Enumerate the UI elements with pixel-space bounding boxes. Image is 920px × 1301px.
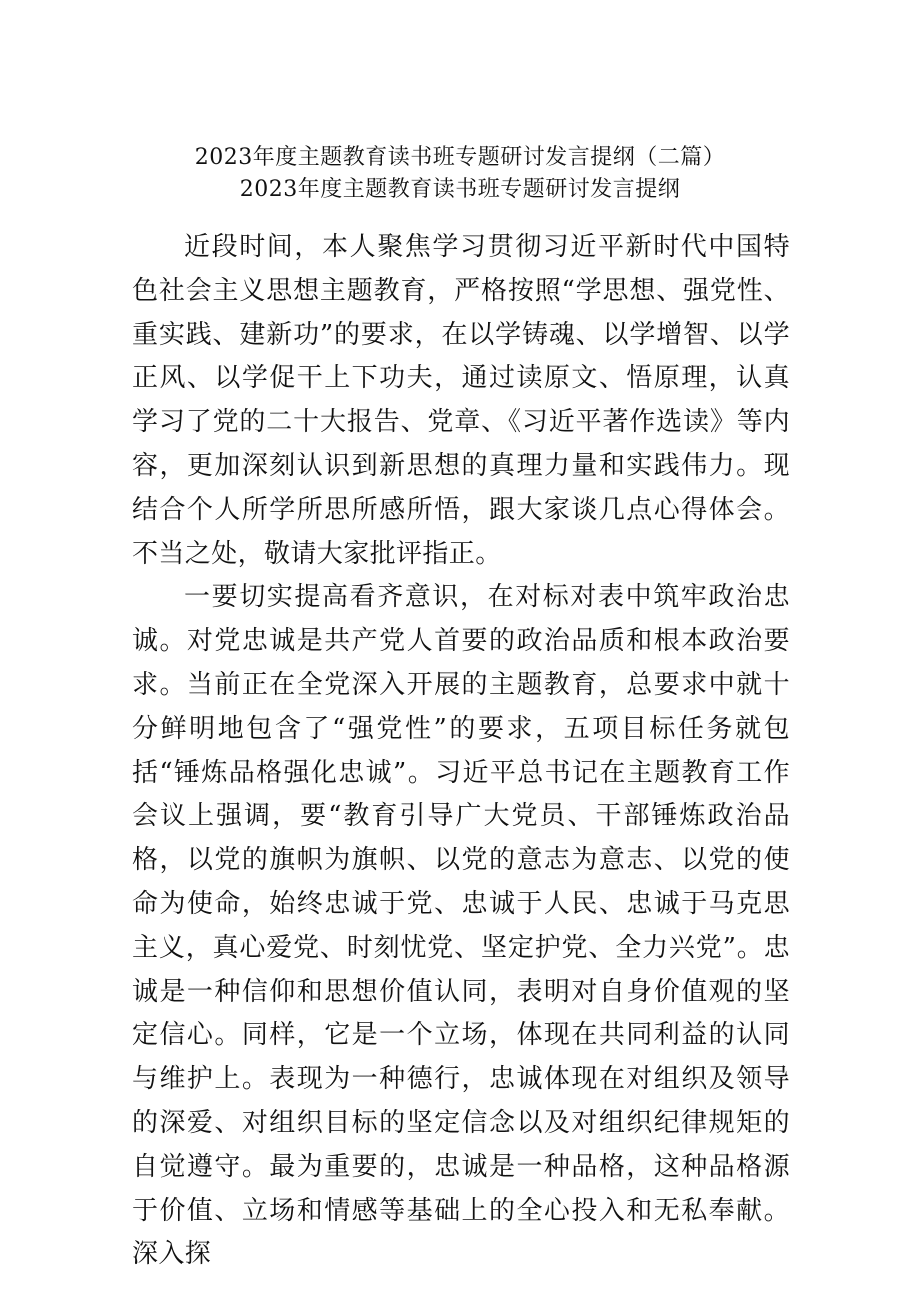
document-body <box>132 226 790 1277</box>
main-title: 2023年度主题教育读书班专题研讨发言提纲（二篇） <box>194 145 726 170</box>
paragraph-point-one: 一要切实提高看齐意识，在对标对表中筑牢政治忠诚。对党忠诚是共产党人首要的政治品质和根本政治要求。当前正在全党深入开展的主题教育，总要求中就十分鲜明地包含了“强党性”的要求，五项目标任务就包括“锤炼品格强化忠诚”。习近平总书记在主题教育工作会议上强调，要“教育引导广大党员、干部锤炼政治品格，以党的旗帜为旗帜、以党的意志为意志、以党的使命为使命，始终忠诚于党、忠诚于人民、忠诚于马克思主义，真心爱党、时刻忧党、坚定护党、全力兴党”。忠诚是一种信仰和思想价值认同，表明对自身价值观的坚定信心。同样，它是一个立场，体现在共同利益的认同与维护上。表现为一种德行，忠诚体现在对组织及领导的深爱、对组织目标的坚定信念以及对组织纪律规矩的自觉遵守。最为重要的，忠诚是一种品格，这种品格源于价值、立场和情感等基础上的全心投入和无私奉献。深入探 <box>132 582 790 1270</box>
sub-title: 2023年度主题教育读书班专题研讨发言提纲 <box>239 177 681 202</box>
document-title <box>0 142 920 206</box>
paragraph-introduction: 近段时间，本人聚焦学习贯彻习近平新时代中国特色社会主义思想主题教育，严格按照“学思想、强党性、重实践、建新功”的要求，在以学铸魂、以学增智、以学正风、以学促干上下功夫，通过读原文、悟原理，认真学习了党的二十大报告、党章、《习近平著作选读》等内容，更加深刻认识到新思想的真理力量和实践伟力。现结合个人所学所思所感所悟，跟大家谈几点心得体会。不当之处，敬请大家批评指正。 <box>132 232 790 569</box>
